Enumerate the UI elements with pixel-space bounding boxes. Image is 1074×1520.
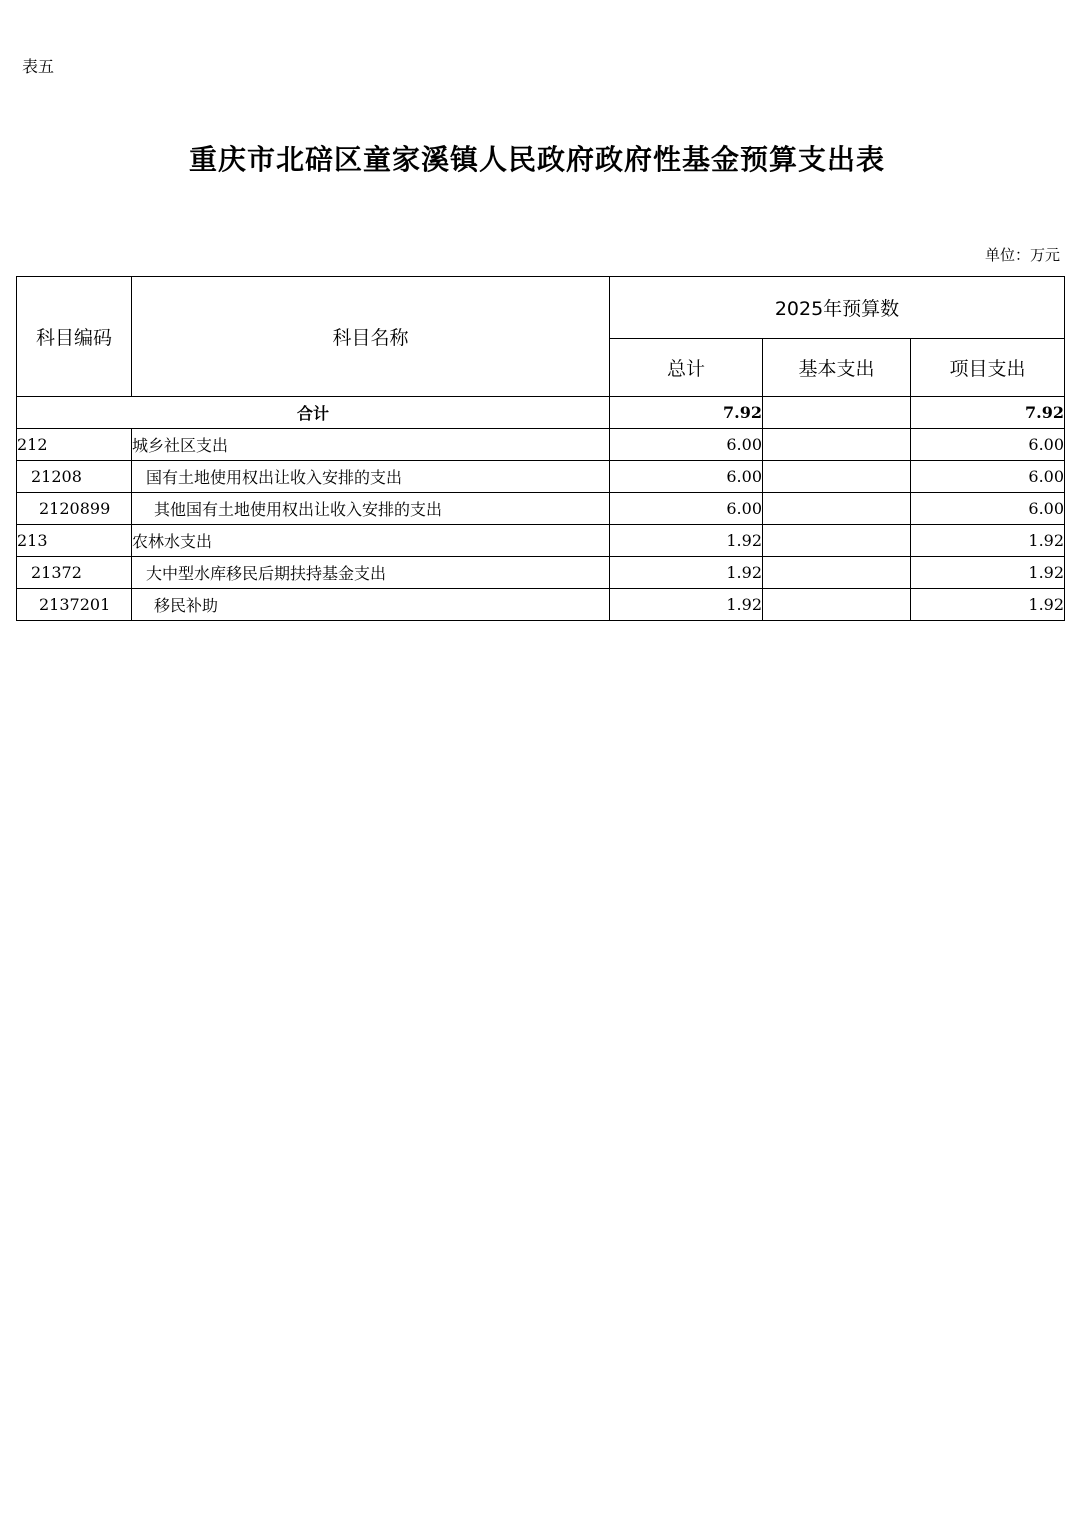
total-row	[17, 397, 1065, 429]
header-row-1	[17, 277, 1065, 339]
row-name: 移民补助	[132, 589, 610, 621]
total-row-basic	[763, 397, 911, 429]
table-number-label: 表五	[22, 57, 55, 76]
budget-expenditure-table	[16, 276, 1065, 621]
row-name: 农林水支出	[132, 525, 610, 557]
row-code: 213	[17, 525, 132, 557]
row-basic	[763, 461, 911, 493]
total-row-total: 7.92	[610, 397, 763, 429]
unit-label: 单位：万元	[984, 246, 1060, 264]
row-name: 其他国有土地使用权出让收入安排的支出	[132, 493, 610, 525]
row-basic	[763, 525, 911, 557]
row-basic	[763, 429, 911, 461]
header-subject-code: 科目编码	[17, 277, 132, 397]
row-basic	[763, 557, 911, 589]
row-name: 城乡社区支出	[132, 429, 610, 461]
header-basic-expenditure: 基本支出	[763, 339, 911, 397]
table-row	[17, 461, 1065, 493]
total-row-project: 7.92	[911, 397, 1065, 429]
row-total: 1.92	[610, 557, 763, 589]
row-name: 大中型水库移民后期扶持基金支出	[132, 557, 610, 589]
total-row-label: 合计	[17, 397, 610, 429]
table-row	[17, 525, 1065, 557]
header-project-expenditure: 项目支出	[911, 339, 1065, 397]
row-basic	[763, 493, 911, 525]
row-name: 国有土地使用权出让收入安排的支出	[132, 461, 610, 493]
row-project: 1.92	[911, 589, 1065, 621]
row-project: 1.92	[911, 525, 1065, 557]
row-total: 6.00	[610, 429, 763, 461]
row-project: 6.00	[911, 461, 1065, 493]
row-code: 21208	[17, 461, 132, 493]
row-project: 6.00	[911, 493, 1065, 525]
row-code: 2137201	[17, 589, 132, 621]
table-row	[17, 429, 1065, 461]
document-title: 重庆市北碚区童家溪镇人民政府政府性基金预算支出表	[188, 143, 885, 176]
table-row	[17, 493, 1065, 525]
row-project: 6.00	[911, 429, 1065, 461]
row-total: 6.00	[610, 461, 763, 493]
row-total: 6.00	[610, 493, 763, 525]
row-code: 2120899	[17, 493, 132, 525]
row-project: 1.92	[911, 557, 1065, 589]
row-total: 1.92	[610, 589, 763, 621]
table-row	[17, 557, 1065, 589]
row-code: 21372	[17, 557, 132, 589]
row-basic	[763, 589, 911, 621]
row-total: 1.92	[610, 525, 763, 557]
header-total: 总计	[610, 339, 763, 397]
header-subject-name: 科目名称	[132, 277, 610, 397]
header-budget-group: 2025年预算数	[610, 277, 1065, 339]
table-row	[17, 589, 1065, 621]
row-code: 212	[17, 429, 132, 461]
